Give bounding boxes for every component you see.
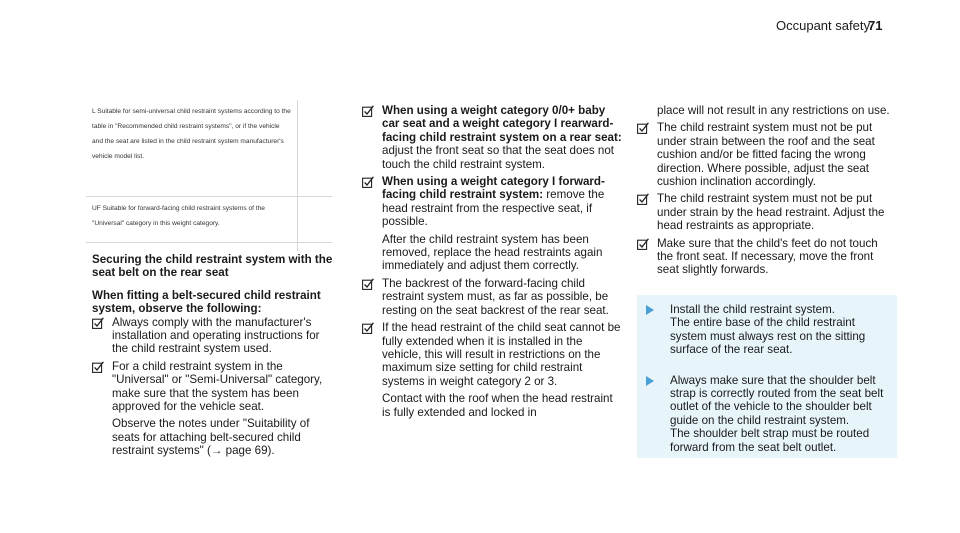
table-bottom-rule (86, 242, 332, 243)
check-item: When using a weight category I forward-facing child restraint system: remove the head restraint from the respective seat, if possible. (362, 175, 624, 229)
check-item: For a child restraint system in the "Universal" or "Semi-Universal" category, make sure that the system has been approved for the vehicle seat. (92, 360, 337, 414)
subheading: When fitting a belt-secured child restraint system, observe the following: (92, 288, 321, 316)
check-item: Make sure that the child's feet do not touch the front seat. If necessary, move the front seat slightly forwards. (637, 237, 897, 277)
page-number: 71 (868, 18, 883, 33)
legend-row-l: L Suitable for semi-universal child restraint systems according to the table in "Recommended child restraint systems", or if the vehicle and the seat are listed in the child restraint system manufacturer's vehicle model list. (92, 108, 291, 160)
check-item: When using a weight category 0/0+ baby car seat and a weight category I rearward-facing child restraint system on a rear seat: adjust the front seat so that the seat does not touch the child restraint system. (362, 104, 624, 171)
check-item: Always comply with the manufacturer's installation and operating instructions for the child restraint system used. (92, 316, 337, 356)
arrow-right-icon (646, 305, 654, 315)
section-heading: Securing the child restraint system with the seat belt on the rear seat (92, 253, 333, 280)
arrow-right-icon (646, 376, 654, 386)
follow-text: After the child restraint system has been removed, replace the head restraints again immediately and adjust them correctly. (382, 232, 603, 273)
checkbox-icon (362, 278, 374, 290)
checkbox-icon (637, 193, 649, 205)
check-item: If the head restraint of the child seat cannot be fully extended when it is installed in the vehicle, this will result in restrictions on the maximum size setting for child restraint systems in weight category 2 or 3. (362, 321, 624, 388)
column-1 (92, 253, 337, 458)
follow-text: Observe the notes under "Suitability of seats for attaching belt-secured child restraint systems" (→ page 69). (112, 417, 310, 458)
checkbox-icon (92, 361, 104, 373)
suitability-legend-table (86, 100, 332, 251)
checkbox-icon (362, 322, 374, 334)
column-3 (637, 104, 897, 458)
legend-row-uf: UF Suitable for forward-facing child restraint systems of the "Universal" category in this weight category. (86, 197, 298, 252)
check-item: The child restraint system must not be put under strain by the head restraint. Adjust the head restraints as appropriate. (637, 192, 897, 232)
check-item: The child restraint system must not be put under strain between the roof and the seat cushion and/or be fitted facing the wrong direction. Where possible, adjust the seat cushion inclination accordingly. (637, 121, 897, 188)
checkbox-icon (362, 105, 374, 117)
checkbox-icon (92, 317, 104, 329)
checkbox-icon (362, 176, 374, 188)
column-2 (362, 104, 624, 419)
instruction-step: Install the child restraint system. The entire base of the child restraint system must always rest on the sitting surface of the rear seat. (637, 295, 897, 361)
follow-text: Contact with the roof when the head restraint is fully extended and locked in (382, 392, 613, 419)
checkbox-icon (637, 122, 649, 134)
continued-text: place will not result in any restrictions on use. (657, 104, 890, 117)
instruction-step: Always make sure that the shoulder belt strap is correctly routed from the seat belt outlet of the vehicle to the shoulder belt guide on the child restraint system. The shoulder belt strap must be routed forward from the seat belt outlet. (637, 361, 897, 458)
check-item: The backrest of the forward-facing child restraint system must, as far as possible, be resting on the seat backrest of the rear seat. (362, 277, 624, 317)
checkbox-icon (637, 238, 649, 250)
section-title: Occupant safety (776, 18, 870, 33)
